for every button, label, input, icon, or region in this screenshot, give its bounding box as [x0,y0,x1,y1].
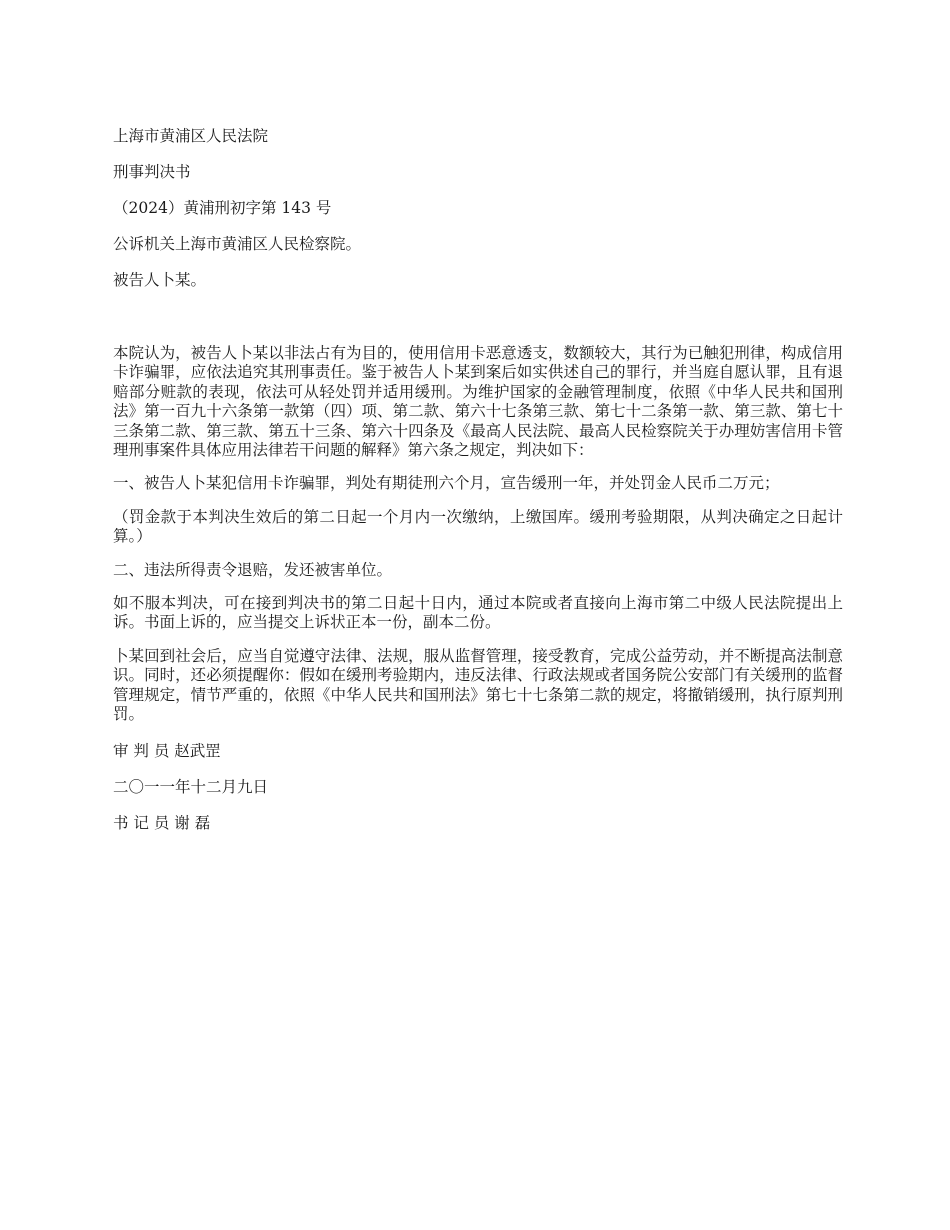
document-type: 刑事判决书 [113,163,191,181]
judgment-document [113,124,843,847]
probation-warning: 卜某回到社会后，应当自觉遵守法律、法规，服从监督管理，接受教育，完成公益劳动，并不断提高法制意识。同时，还必须提醒你：假如在缓刑考验期内，违反法律、行政法规或者国务院公安部门有关缓刑的监督管理规定，情节严重的，依照《中华人民共和国刑法》第七十七条第二款的规定，将撤销缓刑，执行原判刑罚。 [113,646,843,724]
judgment-date: 二〇一一年十二月九日 [113,777,269,796]
case-number: （2024）黄浦刑初字第 143 号 [113,199,332,217]
appeal-notice: 如不服本判决，可在接到判决书的第二日起十日内，通过本院或者直接向上海市第二中级人民法院提出上诉。书面上诉的，应当提交上诉状正本一份，副本二份。 [113,594,843,632]
defendant-line: 被告人卜某。 [113,271,207,289]
verdict-item-2: 二、违法所得责令退赔，发还被害单位。 [113,560,393,579]
verdict-item-1-note: （罚金款于本判决生效后的第二日起一个月内一次缴纳，上缴国库。缓刑考验期限，从判决确定之日起计算。） [113,507,843,546]
prosecutor-line: 公诉机关上海市黄浦区人民检察院。 [113,235,362,253]
clerk-signature: 书 记 员 谢 磊 [113,813,211,832]
judge-signature: 审 判 员 赵武罡 [113,741,221,760]
court-reasoning: 本院认为，被告人卜某以非法占有为目的，使用信用卡恶意透支，数额较大，其行为已触犯刑律，构成信用卡诈骗罪，应依法追究其刑事责任。鉴于被告人卜某到案后如实供述自己的罪行，并当庭自愿认罪，且有退赔部分赃款的表现，依法可从轻处罚并适用缓刑。为维护国家的金融管理制度，依照《中华人民共和国刑法》第一百九十六条第一款第（四）项、第二款、第六十七条第三款、第七十二条第一款、第三款、第七十三条第二款、第三款、第五十三条、第六十四条及《最高人民法院、最高人民检察院关于办理妨害信用卡管理刑事案件具体应用法律若干问题的解释》第六条之规定，判决如下： [113,344,843,460]
section-gap [113,304,843,344]
court-name: 上海市黄浦区人民法院 [113,127,269,145]
verdict-item-1: 一、被告人卜某犯信用卡诈骗罪，判处有期徒刑六个月，宣告缓刑一年，并处罚金人民币二万元； [113,474,780,493]
